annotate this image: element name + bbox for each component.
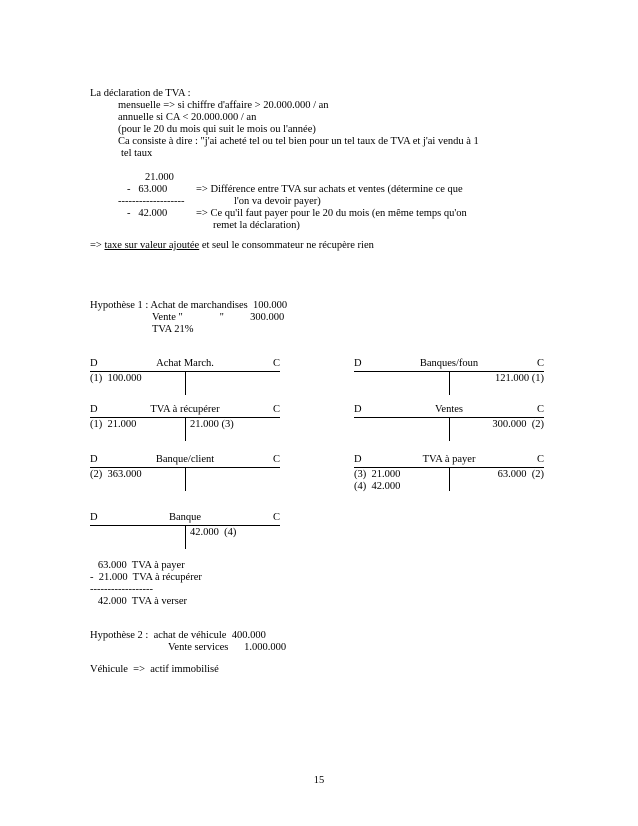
page-number: 15: [313, 775, 325, 786]
debit-label: D: [354, 358, 362, 369]
debit-label: D: [354, 404, 362, 415]
intro-line-explanation: Ca consiste à dire : "j'ai acheté tel ou tel bien pour un tel taux de TVA et j'ai vendu à 1: [118, 136, 479, 147]
vat-definition: [90, 240, 374, 252]
t-account-ventes: [354, 404, 544, 444]
summary-line-3: 42.000 TVA à verser: [90, 596, 188, 607]
credit-label: C: [536, 358, 544, 369]
account-title: Ventes: [435, 404, 463, 415]
calc-amount-1: 21.000: [145, 172, 174, 183]
calc-note-2-cont: remet la déclaration): [213, 220, 300, 231]
credit-label: C: [272, 358, 280, 369]
calc-separator: -------------------: [118, 196, 185, 207]
calc-note-1-cont: l'on va devoir payer): [234, 196, 321, 207]
credit-label: C: [272, 454, 280, 465]
hyp1-line-1: Hypothèse 1 : Achat de marchandises 100.000: [90, 300, 288, 311]
credit-entry: 300.000 (2): [492, 419, 544, 430]
account-title: Banque/client: [155, 454, 215, 465]
t-account-banque-client: [90, 454, 280, 494]
debit-entry-1: (3) 21.000: [354, 469, 401, 480]
summary-separator: ------------------: [90, 584, 153, 595]
hyp1-line-3: TVA 21%: [152, 324, 194, 335]
hyp2-line-2: Vente services 1.000.000: [168, 642, 287, 653]
t-vertical-line: [185, 525, 186, 549]
t-account-banque: [90, 512, 280, 552]
calc-amount-2: - 63.000: [127, 184, 168, 195]
summary-line-2: - 21.000 TVA à récupérer: [90, 572, 202, 583]
vat-arrow: =>: [90, 240, 105, 251]
account-title: Achat March.: [156, 358, 214, 369]
debit-label: D: [354, 454, 362, 465]
vat-rest: et seul le consommateur ne récupère rien: [199, 240, 374, 251]
calc-note-1: => Différence entre TVA sur achats et ventes (détermine ce que: [196, 184, 463, 195]
hyp2-line-3: Véhicule => actif immobilisé: [90, 664, 219, 675]
t-account-banques-foun: [354, 358, 544, 398]
summary-line-1: 63.000 TVA à payer: [90, 560, 185, 571]
intro-line-explanation-cont: tel taux: [121, 148, 153, 159]
credit-entry: 63.000 (2): [497, 469, 544, 480]
debit-entry: (1) 100.000: [90, 373, 142, 384]
t-account-achat-march: [90, 358, 280, 398]
credit-label: C: [272, 404, 280, 415]
calc-note-2: => Ce qu'il faut payer pour le 20 du mois (en même temps qu'on: [196, 208, 467, 219]
hyp1-line-2: Vente " " 300.000: [152, 312, 285, 323]
vat-term: taxe sur valeur ajoutée: [104, 240, 200, 251]
t-vertical-line: [449, 467, 450, 491]
t-vertical-line: [449, 371, 450, 395]
credit-entry: 121.000 (1): [495, 373, 544, 384]
account-title: Banque: [168, 512, 202, 523]
credit-label: C: [536, 404, 544, 415]
debit-entry: (1) 21.000: [90, 419, 137, 430]
intro-line-mensuelle: mensuelle => si chiffre d'affaire > 20.000.000 / an: [118, 100, 329, 111]
calc-amount-3: - 42.000: [127, 208, 168, 219]
debit-entry: (2) 363.000: [90, 469, 142, 480]
t-account-tva-payer: [354, 454, 544, 494]
hyp2-line-1: Hypothèse 2 : achat de véhicule 400.000: [90, 630, 266, 641]
debit-entry-2: (4) 42.000: [354, 481, 401, 492]
debit-label: D: [90, 512, 98, 523]
account-title: TVA à payer: [422, 454, 476, 465]
credit-label: C: [536, 454, 544, 465]
t-vertical-line: [185, 417, 186, 441]
t-vertical-line: [185, 467, 186, 491]
t-vertical-line: [449, 417, 450, 441]
debit-label: D: [90, 404, 98, 415]
t-vertical-line: [185, 371, 186, 395]
account-title: Banques/foun: [419, 358, 479, 369]
intro-line-annuelle: annuelle si CA < 20.000.000 / an: [118, 112, 257, 123]
account-title: TVA à récupérer: [150, 404, 220, 415]
debit-label: D: [90, 454, 98, 465]
debit-label: D: [90, 358, 98, 369]
t-account-tva-recuperer: [90, 404, 280, 444]
credit-entry: 42.000 (4): [190, 527, 237, 538]
intro-line-deadline: (pour le 20 du mois qui suit le mois ou l'année): [118, 124, 316, 135]
credit-label: C: [272, 512, 280, 523]
credit-entry: 21.000 (3): [190, 419, 234, 430]
intro-heading: La déclaration de TVA :: [90, 88, 191, 99]
